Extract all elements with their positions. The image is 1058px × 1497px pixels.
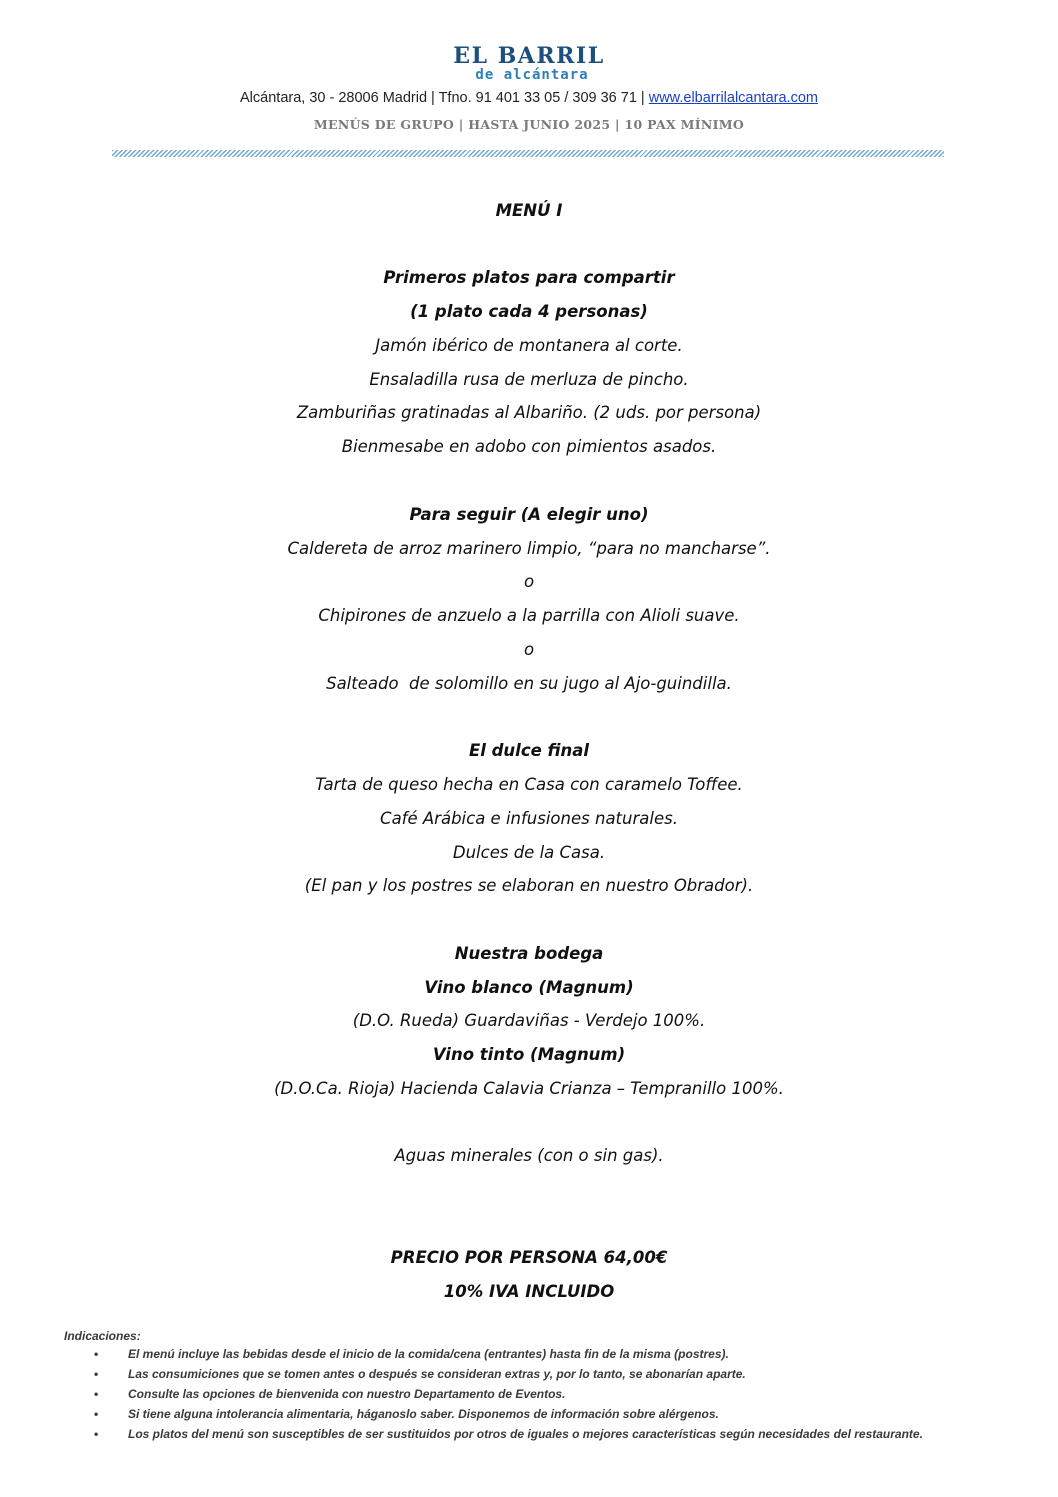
menu-title: MENÚ I [495, 201, 563, 220]
contact-line [0, 90, 1058, 106]
note-item [64, 1407, 934, 1422]
note-item [64, 1347, 934, 1362]
or-separator: o [523, 640, 535, 659]
dessert-item: Tarta de queso hecha en Casa con caramelo Toffee. [315, 775, 743, 794]
dessert-heading: El dulce final [468, 741, 590, 760]
white-wine-item: (D.O. Rueda) Guardaviñas - Verdejo 100%. [352, 1011, 706, 1030]
starters-heading: Primeros platos para compartir [383, 268, 675, 287]
starter-item: Bienmesabe en adobo con pimientos asados. [341, 437, 717, 456]
starter-item: Jamón ibérico de montanera al corte. [375, 336, 683, 355]
starters-note: (1 plato cada 4 personas) [410, 302, 648, 321]
bullet-icon: • [94, 1347, 99, 1361]
vat-included: 10% IVA INCLUIDO [443, 1282, 615, 1301]
or-separator: o [523, 572, 535, 591]
note-text: Consulte las opciones de bienvenida con nuestro Departamento de Eventos. [128, 1387, 566, 1401]
restaurant-logo [0, 44, 1058, 82]
price-per-person: PRECIO POR PERSONA 64,00€ [390, 1248, 668, 1267]
note-item [64, 1387, 934, 1402]
logo-title: EL BARRIL [453, 43, 605, 69]
notes-list [64, 1347, 934, 1442]
starter-item: Ensaladilla rusa de merluza de pincho. [369, 370, 689, 389]
note-item [64, 1367, 934, 1382]
mains-heading: Para seguir (A elegir uno) [409, 505, 649, 524]
note-text: Las consumiciones que se tomen antes o después se consideran extras y, por lo tanto, se abonarían aparte. [128, 1367, 746, 1381]
main-item: Caldereta de arroz marinero limpio, “para no mancharse”. [287, 539, 771, 558]
white-wine-heading: Vino blanco (Magnum) [424, 978, 634, 997]
water-item: Aguas minerales (con o sin gas). [394, 1146, 664, 1165]
red-wine-heading: Vino tinto (Magnum) [432, 1045, 626, 1064]
note-text: El menú incluye las bebidas desde el inicio de la comida/cena (entrantes) hasta fin de la misma (postres). [128, 1347, 729, 1361]
starter-item: Zamburiñas gratinadas al Albariño. (2 uds. por persona) [296, 403, 762, 422]
note-text: Los platos del menú son susceptibles de ser sustituidos por otros de iguales o mejores características según necesidades del restaurante. [128, 1427, 923, 1441]
logo-subtitle: de alcántara [475, 67, 589, 83]
bullet-icon: • [94, 1367, 99, 1381]
note-text: Si tiene alguna intolerancia alimentaria, háganoslo saber. Disponemos de información sobre alérgenos. [128, 1407, 719, 1421]
main-item: Chipirones de anzuelo a la parrilla con Alioli suave. [318, 606, 740, 625]
wine-heading: Nuestra bodega [454, 944, 604, 963]
note-item [64, 1427, 934, 1442]
bullet-icon: • [94, 1407, 99, 1421]
red-wine-item: (D.O.Ca. Rioja) Hacienda Calavia Crianza – Tempranillo 100%. [274, 1079, 784, 1098]
group-menu-subtitle: MENÚS DE GRUPO | HASTA JUNIO 2025 | 10 PAX MÍNIMO [313, 117, 745, 132]
address-text: Alcántara, 30 - 28006 Madrid | Tfno. 91 401 33 05 / 309 36 71 | [240, 90, 649, 106]
notes-section [64, 1329, 934, 1447]
dessert-item: Dulces de la Casa. [452, 843, 606, 862]
notes-title: Indicaciones: [64, 1329, 141, 1343]
bullet-icon: • [94, 1427, 99, 1441]
dessert-item: Café Arábica e infusiones naturales. [380, 809, 678, 828]
dessert-item: (El pan y los postres se elaboran en nuestro Obrador). [304, 876, 754, 895]
website-link[interactable]: www.elbarrilalcantara.com [648, 90, 818, 106]
decorative-divider [112, 150, 944, 157]
bullet-icon: • [94, 1387, 99, 1401]
main-item: Salteado de solomillo en su jugo al Ajo-guindilla. [326, 674, 732, 693]
